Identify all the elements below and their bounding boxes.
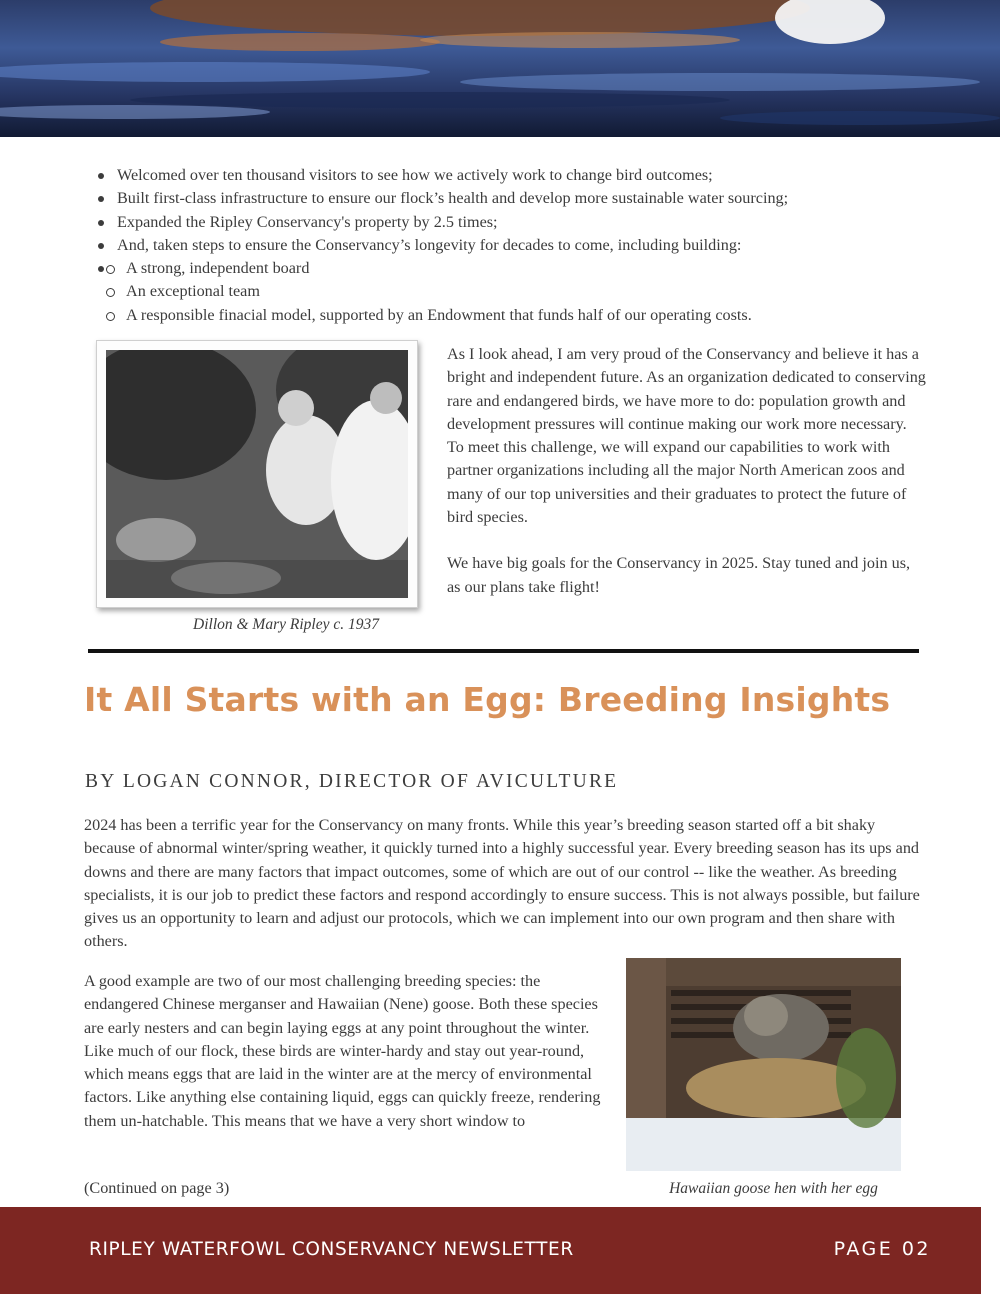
paragraph: 2024 has been a terrific year for the Conservancy on many fronts. While this year’s breeding season started off a bit shaky because of abnormal winter/spring weather, it quickly turned into a highly successful year. Every breeding season has its ups and downs and there are many factors that impact outcomes, some of which are out of our control -- like the weather. As breeding specialists, it is our job to predict these factors and respond accordingly to ensure success. This is not always possible, but failure gives us an opportunity to learn and adjust our protocols, which we can implement into our own program and then share with others. [84,816,920,951]
sublist-item: A responsible finacial model, supported by an Endowment that funds half of our operating costs. [104,304,976,327]
photo-caption: Dillon & Mary Ripley c. 1937 [193,616,379,633]
sublist-item: An exceptional team [104,280,976,303]
sublist-item: A strong, independent board [104,257,976,280]
page-number: PAGE 02 [833,1238,931,1260]
paragraph: We have big goals for the Conservancy in 2025. Stay tuned and join us, as our plans take flight! [447,554,911,596]
article-title: It All Starts with an Egg: Breeding Insights [84,680,891,719]
article-byline: BY LOGAN CONNOR, DIRECTOR OF AVICULTURE [85,771,619,792]
list-item: And, taken steps to ensure the Conservancy’s longevity for decades to come, including building: [96,234,976,257]
list-item: Expanded the Ripley Conservancy's property by 2.5 times; [96,211,976,234]
section-divider [88,649,919,653]
list-item: Welcomed over ten thousand visitors to see how we actively work to change bird outcomes; [96,164,976,187]
sublist [104,257,976,327]
paragraph: A good example are two of our most challenging breeding species: the endangered Chinese merganser and Hawaiian (Nene) goose. Both these species are early nesters and can begin laying eggs at any point throughout the winter. Like much of our flock, these birds are winter-hardy and stay out year-round, which means eggs that are laid in the winter are at the mercy of environmental factors. Like anything else containing liquid, eggs can quickly freeze, rendering them un-hatchable. This means that we have a very short window to [84,972,601,1130]
list-item: Built first-class infrastructure to ensure our flock’s health and develop more sustainable water sourcing; [96,187,976,210]
continued-note: (Continued on page 3) [84,1179,230,1197]
accomplishments-list [96,164,976,327]
photo-caption: Hawaiian goose hen with her egg [669,1180,878,1197]
paragraph: As I look ahead, I am very proud of the Conservancy and believe it has a bright and independent future. As an organization dedicated to conserving rare and endangered birds, we have more to do: population growth and development pressures will continue making our work more necessary. To meet this challenge, we will expand our capabilities to work with partner organizations including all the major North American zoos and many of our top universities and their graduates to protect the future of bird species. [447,345,926,527]
intro-column [447,343,927,599]
header-photo-duck-reflection [0,0,1000,137]
ripley-historic-photo [96,340,418,608]
sublist-container [96,257,976,327]
newsletter-name: RIPLEY WATERFOWL CONSERVANCY NEWSLETTER [89,1239,574,1260]
page-footer [0,1207,981,1294]
photo-image-bw [106,350,408,598]
goose-nest-photo [626,958,901,1171]
